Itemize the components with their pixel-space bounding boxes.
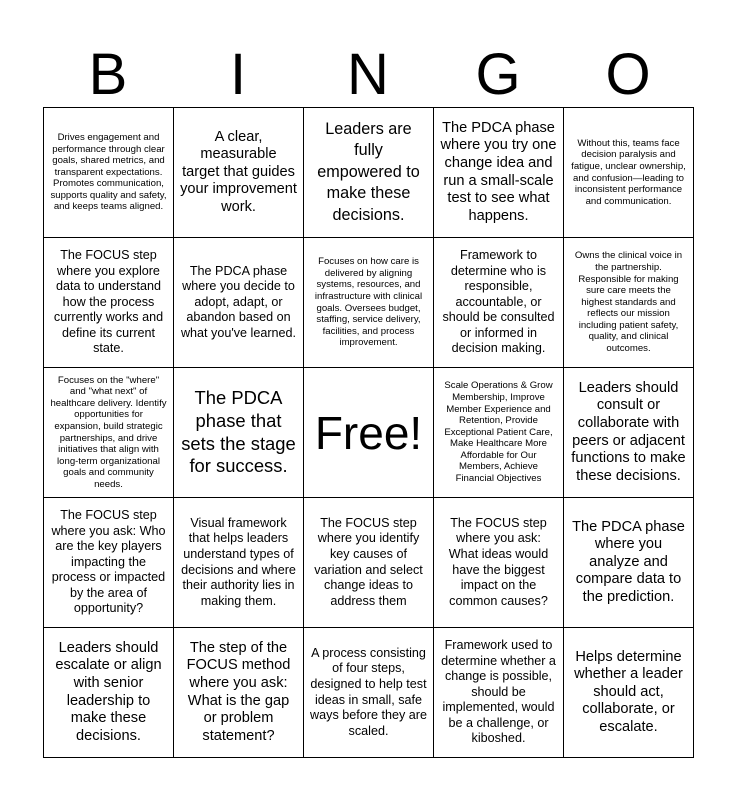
bingo-cell[interactable]: The PDCA phase where you try one change idea and run a small-scale test to see what happens. [434,108,564,238]
header-letter-b: B [88,42,128,107]
bingo-cell[interactable]: Focuses on how care is delivered by aligning systems, resources, and infrastructure with clinical goals. Oversees budget, staffing, service delivery, facilities, and process improvement. [304,238,434,368]
header-letter-i: I [229,42,247,107]
bingo-cell[interactable]: Leaders should consult or collaborate with peers or adjacent functions to make these decisions. [564,368,694,498]
bingo-board [43,107,694,758]
bingo-cell[interactable]: The PDCA phase where you decide to adopt, adapt, or abandon based on what you've learned. [174,238,304,368]
bingo-cell[interactable]: Drives engagement and performance through clear goals, shared metrics, and transparent expectations. Promotes communication, supports quality and safety, and keeps teams aligned. [44,108,174,238]
bingo-cell[interactable]: The PDCA phase where you analyze and compare data to the prediction. [564,498,694,628]
bingo-cell[interactable]: The FOCUS step where you ask: Who are the key players impacting the process or impacted by the area of opportunity? [44,498,174,628]
bingo-cell[interactable]: The PDCA phase that sets the stage for success. [174,368,304,498]
bingo-cell[interactable]: Leaders should escalate or align with senior leadership to make these decisions. [44,628,174,758]
bingo-cell[interactable]: The FOCUS step where you ask: What ideas would have the biggest impact on the common causes? [434,498,564,628]
bingo-cell[interactable]: Framework to determine who is responsible, accountable, or should be consulted or informed in decision making. [434,238,564,368]
bingo-cell[interactable]: Scale Operations & Grow Membership, Improve Member Experience and Retention, Provide Exceptional Patient Care, Make Healthcare More Affordable for Our Members, Achieve Financial Objectives [434,368,564,498]
board-row-1 [44,108,694,238]
bingo-cell[interactable]: Visual framework that helps leaders understand types of decisions and where their authority lies in making them. [174,498,304,628]
header-letter-n: N [347,42,389,107]
free-space[interactable]: Free! [304,368,434,498]
bingo-cell[interactable]: Without this, teams face decision paralysis and fatigue, unclear ownership, and confusion—leading to inconsistent performance and communication. [564,108,694,238]
bingo-cell[interactable]: Leaders are fully empowered to make these decisions. [304,108,434,238]
board-row-5 [44,628,694,758]
bingo-header [43,44,693,106]
bingo-cell[interactable]: Focuses on the "where" and "what next" of healthcare delivery. Identify opportunities for expansion, build strategic partnerships, and drive initiatives that align with long-term organizational goals and community needs. [44,368,174,498]
bingo-cell[interactable]: A clear, measurable target that guides your improvement work. [174,108,304,238]
bingo-cell[interactable]: The step of the FOCUS method where you ask: What is the gap or problem statement? [174,628,304,758]
bingo-cell[interactable]: The FOCUS step where you explore data to understand how the process currently works and define its current state. [44,238,174,368]
board-row-3 [44,368,694,498]
bingo-cell[interactable]: A process consisting of four steps, designed to help test ideas in small, safe ways before they are scaled. [304,628,434,758]
bingo-cell[interactable]: Owns the clinical voice in the partnership. Responsible for making sure care meets the highest standards and reflects our mission including patient safety, quality, and clinical outcomes. [564,238,694,368]
header-letter-g: G [475,42,521,107]
bingo-cell[interactable]: The FOCUS step where you identify key causes of variation and select change ideas to address them [304,498,434,628]
bingo-cell[interactable]: Helps determine whether a leader should act, collaborate, or escalate. [564,628,694,758]
header-letter-o: O [605,42,651,107]
board-row-4 [44,498,694,628]
bingo-cell[interactable]: Framework used to determine whether a change is possible, should be implemented, would be a challenge, or kiboshed. [434,628,564,758]
board-row-2 [44,238,694,368]
